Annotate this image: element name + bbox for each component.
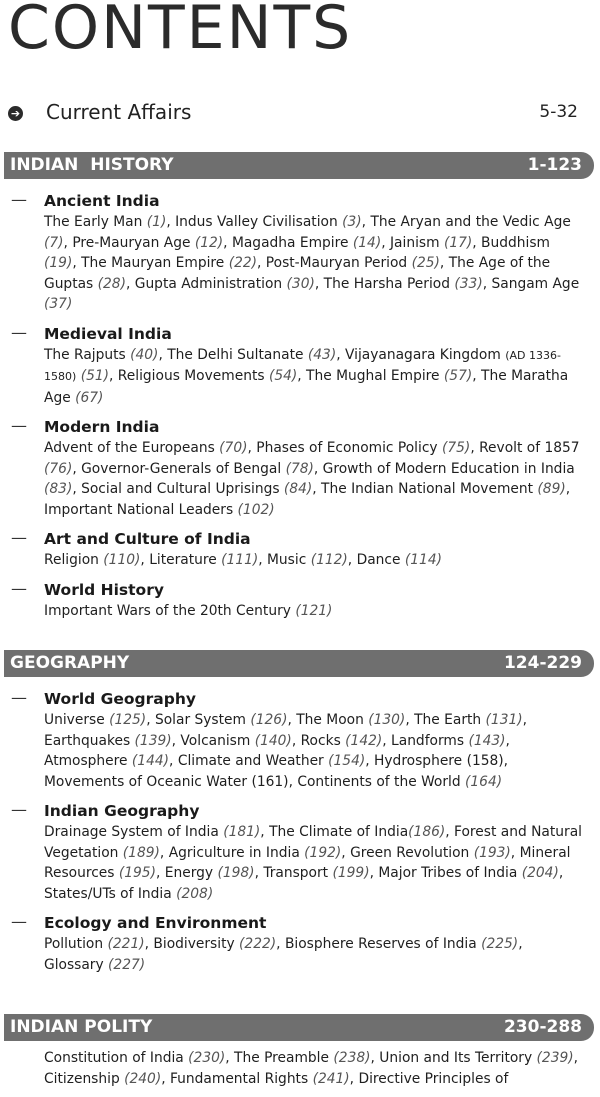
section-title: INDIAN POLITY [10, 1017, 153, 1037]
topic [0, 1048, 600, 1089]
entry-title: Volcanism [180, 732, 251, 749]
toc-entry[interactable] [167, 347, 336, 363]
current-affairs-label: Current Affairs [46, 100, 192, 124]
entry-title: Hydrosphere [374, 753, 463, 769]
toc-entry[interactable] [232, 235, 381, 251]
entry-page: (75) [441, 440, 471, 456]
topic [0, 912, 600, 975]
topic [0, 800, 600, 904]
section-bar-indian-polity[interactable] [4, 1014, 594, 1041]
entry-page: (186) [408, 824, 446, 840]
entry-title: Solar System [154, 712, 246, 728]
toc-entry[interactable] [44, 753, 169, 769]
entry-title: States/UTs of India [44, 885, 172, 902]
entry-page: (126) [250, 712, 288, 728]
entry-page: (154) [328, 753, 366, 769]
entry-page: (239) [536, 1050, 574, 1066]
entry-page: (1) [146, 214, 167, 230]
entry-title: Union and Its Territory [379, 1050, 533, 1066]
entry-title: Movements of Oceanic Water [44, 773, 248, 790]
section-bar-geography[interactable] [4, 650, 594, 677]
entry-page: (37) [44, 296, 73, 312]
entry-page: (12) [194, 234, 224, 251]
entry-page: (144) [131, 753, 170, 769]
dash-bullet-icon: — [11, 416, 27, 435]
toc-entry[interactable] [414, 712, 523, 728]
entry-page: (121) [295, 602, 333, 619]
entry-title: The Rajputs [44, 346, 126, 363]
topic [0, 323, 600, 409]
toc-entry[interactable] [44, 552, 140, 568]
dash-bullet-icon: — [11, 190, 27, 209]
entry-page: (3) [342, 214, 362, 230]
toc-entry[interactable] [44, 712, 146, 728]
entry-title: The Moon [296, 712, 364, 728]
entry-title: Indus Valley Civilisation [175, 214, 338, 230]
toc-entry[interactable] [301, 733, 383, 749]
topic [0, 579, 600, 622]
entry-page: (19) [44, 255, 73, 271]
entry-title: The Mughal Empire [306, 368, 440, 384]
toc-entry[interactable] [266, 255, 440, 271]
toc-entry[interactable] [44, 1050, 225, 1066]
topic [0, 688, 600, 792]
entry-title: Post-Mauryan Period [265, 255, 408, 271]
entry-page: (208) [176, 885, 214, 902]
toc-entry[interactable] [350, 845, 511, 861]
entry-page: (28) [97, 275, 126, 292]
entry-title: Fundamental Rights [170, 1070, 309, 1087]
toc-entry[interactable] [234, 1050, 370, 1066]
entry-title: Dance [356, 552, 401, 568]
topic [0, 190, 600, 315]
entry-page: (112) [310, 552, 348, 568]
dash-bullet-icon: — [11, 578, 27, 598]
toc-entry[interactable] [175, 214, 362, 230]
entry-title: Universe [44, 712, 105, 728]
entry-note: (AD 1336-1580) [44, 348, 561, 383]
entry-page: (102) [237, 501, 275, 518]
arrow-circle-icon: ➔ [8, 106, 23, 121]
toc-entry[interactable] [149, 552, 258, 568]
entry-page: (241) [312, 1070, 350, 1087]
entry-page: (14) [352, 234, 382, 251]
toc-entry[interactable] [180, 733, 291, 749]
entry-title: Transport [263, 865, 329, 881]
entry-title: The Harsha Period [323, 275, 450, 292]
entry-page: (140) [254, 732, 292, 749]
section-range: 1-123 [527, 155, 582, 175]
entry-page: (25) [411, 255, 440, 271]
toc-entry[interactable] [390, 235, 472, 251]
topic-entries: Universe (125), Solar System (126), The Moon (130), The Earth (131), Earthquakes (139), Volcanism (140), Rocks (142), Landforms (143), Atmosphere (144), Climate and Weather (154), Hydrosphere (158), Movements of Oceanic Water (161), Continents of the World (164) [44, 712, 528, 790]
dash-bullet-icon: — [11, 800, 27, 819]
toc-entry[interactable] [44, 774, 289, 790]
entry-page: (125) [109, 712, 147, 728]
topic-entries: Advent of the Europeans (70), Phases of Economic Policy (75), Revolt of 1857 (76), Governor-Generals of Bengal (78), Growth of Modern Education in India (83), Social and Cultural Uprisings (84), The Indian National Movement (89), Important National Leaders (102) [44, 440, 580, 518]
entry-page: (83) [44, 481, 73, 497]
entry-title: Mineral Resources [44, 844, 571, 881]
entry-title: The Preamble [234, 1050, 330, 1066]
topic-heading[interactable]: Indian Geography [44, 802, 200, 820]
entry-title: Phases of Economic Policy [256, 440, 438, 456]
entry-page: (84) [283, 481, 313, 497]
toc-entry[interactable] [378, 865, 558, 881]
entry-title: Glossary [44, 956, 104, 973]
topic-entries [44, 601, 584, 622]
entry-title: Agriculture in India [168, 844, 300, 861]
entry-title: Advent of the Europeans [44, 440, 215, 456]
entry-title: Religious Movements [117, 368, 265, 384]
entry-page: (181) [223, 824, 261, 840]
entry-page: (158) [466, 753, 504, 769]
entry-title: The Earth [414, 712, 482, 728]
section-range: 124-229 [503, 653, 582, 673]
entry-page: (111) [221, 552, 259, 568]
entry-page: (193) [473, 844, 511, 861]
toc-entry[interactable] [263, 865, 369, 881]
entry-title: The Mauryan Empire [81, 255, 225, 271]
toc-entry[interactable] [44, 214, 166, 230]
entry-page: (204) [521, 865, 559, 881]
toc-entry[interactable] [44, 886, 213, 902]
dash-bullet-icon: — [11, 688, 27, 707]
entry-title: Rocks [300, 732, 341, 749]
entry-page: (142) [345, 732, 383, 749]
entry-page: (57) [443, 368, 473, 384]
entry-page: (67) [75, 389, 104, 406]
entry-title: The Early Man [44, 214, 143, 230]
toc-entry[interactable] [170, 1071, 350, 1087]
topic-heading[interactable]: Art and Culture of India [44, 530, 251, 548]
entry-page: (221) [107, 936, 145, 952]
toc-entry[interactable] [358, 1071, 508, 1087]
toc-entry[interactable] [391, 733, 506, 749]
entry-page: (230) [188, 1050, 226, 1066]
topic-heading[interactable]: Ecology and Environment [44, 914, 267, 932]
entry-title: Sangam Age [491, 275, 580, 292]
dash-bullet-icon: — [11, 528, 27, 547]
topic-entries: Drainage System of India (181), The Climate of India(186), Forest and Natural Vegetation (189), Agriculture in India (192), Green Revolution (193), Mineral Resources (195), Energy (198), Transport (199), Major Tribes of India (204), States/UTs of India (208) [44, 824, 583, 902]
entry-page: (78) [285, 460, 314, 477]
toc-entry[interactable] [44, 957, 145, 973]
entry-page: (192) [304, 844, 342, 861]
entry-page: (54) [268, 368, 298, 384]
toc-entry[interactable] [165, 865, 255, 881]
toc-entry[interactable] [44, 936, 145, 952]
entry-title: Buddhism [481, 234, 550, 251]
entry-title: The Aryan and the Vedic Age [370, 214, 571, 230]
toc-entry[interactable] [321, 481, 566, 497]
entry-title: Pre-Mauryan Age [72, 234, 191, 251]
entry-title: Biodiversity [153, 936, 235, 952]
toc-entry[interactable] [81, 461, 314, 477]
toc-entry[interactable] [169, 845, 342, 861]
topic-heading[interactable]: World History [44, 580, 164, 599]
toc-entry[interactable] [374, 753, 504, 769]
entry-title: Music [267, 552, 307, 568]
section-title: GEOGRAPHY [10, 653, 130, 673]
entry-page: (110) [103, 552, 141, 568]
entry-page: (195) [118, 865, 156, 881]
entry-title: Energy [164, 865, 214, 881]
entry-page: (22) [228, 255, 258, 271]
topic-entries: Constitution of India (230), The Preamble (238), Union and Its Territory (239), Citizenship (240), Fundamental Rights (241), Directive Principles of [44, 1050, 579, 1087]
topic-entries: Religion (110), Literature (111), Music (112), Dance (114) [44, 552, 442, 568]
current-affairs-pages: 5-32 [539, 102, 578, 122]
toc-entry[interactable] [81, 255, 257, 271]
toc-entry[interactable] [44, 733, 172, 749]
entry-title: Biosphere Reserves of India [284, 936, 477, 952]
entry-page: (33) [454, 275, 483, 292]
toc-entry[interactable] [267, 552, 348, 568]
toc-entry[interactable] [155, 712, 288, 728]
entry-title: The Indian National Movement [321, 481, 534, 497]
entry-page: (130) [368, 712, 406, 728]
entry-page: (30) [286, 275, 315, 292]
toc-entry[interactable] [296, 712, 405, 728]
entry-title: Directive Principles of [358, 1070, 509, 1087]
toc-entry[interactable] [256, 440, 470, 456]
entry-title: Atmosphere [44, 753, 128, 769]
entry-page: (164) [465, 773, 503, 790]
toc-entry[interactable] [285, 936, 518, 952]
toc-entry[interactable] [178, 753, 365, 769]
entry-title: Important National Leaders [44, 501, 234, 518]
entry-title: Magadha Empire [231, 234, 349, 251]
entry-page: (198) [217, 865, 255, 881]
toc-entry[interactable] [44, 603, 332, 619]
entry-page: (70) [219, 440, 248, 456]
toc-entry[interactable] [269, 824, 445, 840]
entry-page: (76) [44, 460, 73, 477]
section-range: 230-288 [503, 1017, 582, 1037]
entry-title: Important Wars of the 20th Century [44, 602, 291, 619]
entry-page: (7) [44, 234, 64, 251]
topic-heading[interactable]: World Geography [44, 690, 196, 708]
entry-title: Landforms [391, 732, 465, 749]
entry-page: (89) [537, 481, 566, 497]
current-affairs-row[interactable] [8, 98, 578, 128]
toc-entry[interactable] [357, 552, 442, 568]
entry-title: Continents of the World [297, 773, 461, 790]
entry-page: (40) [130, 346, 159, 363]
topic-entries: Pollution (221), Biodiversity (222), Biosphere Reserves of India (225), Glossary (227) [44, 936, 523, 973]
toc-entry[interactable] [44, 440, 247, 456]
topic [0, 416, 600, 520]
entry-title: Major Tribes of India [378, 865, 518, 881]
toc-entry[interactable] [44, 502, 275, 518]
toc-entry[interactable] [306, 368, 472, 384]
section-indian-history [0, 190, 600, 629]
entry-page: (143) [468, 732, 506, 749]
page-title: CONTENTS [8, 0, 353, 63]
entry-title: Literature [149, 552, 217, 568]
entry-title: The Age of the Guptas [44, 255, 551, 292]
entry-title: Green Revolution [350, 844, 470, 861]
toc-entry[interactable] [44, 824, 260, 840]
entry-title: Citizenship [44, 1070, 120, 1087]
toc-entry[interactable] [135, 276, 315, 292]
entry-title: Pollution [44, 936, 104, 952]
entry-page: (131) [485, 712, 523, 728]
toc-entry[interactable] [44, 1071, 161, 1087]
entry-title: The Maratha Age [44, 368, 569, 406]
topic-entries: The Rajputs (40), The Delhi Sultanate (43), Vijayanagara Kingdom (AD 1336-1580) (51), Religious Movements (54), The Mughal Empire (57), The Maratha Age (67) [44, 346, 569, 406]
toc-entry[interactable] [118, 368, 297, 384]
entry-title: Revolt of 1857 [479, 440, 580, 456]
entry-page: (225) [481, 936, 519, 952]
entry-title: Climate and Weather [177, 753, 324, 769]
entry-page: (240) [124, 1070, 162, 1087]
section-title: INDIAN HISTORY [10, 155, 174, 175]
dash-bullet-icon: — [11, 322, 27, 342]
entry-title: Jainism [389, 234, 440, 251]
topic-heading[interactable]: Ancient India [44, 192, 160, 210]
toc-entry[interactable] [324, 276, 483, 292]
entry-title: The Climate of India [269, 824, 409, 840]
entry-page: (227) [108, 956, 146, 973]
entry-page: (17) [443, 234, 473, 251]
entry-title: Growth of Modern Education in India [322, 460, 575, 477]
entry-page: (199) [332, 865, 370, 881]
entry-title: Drainage System of India [44, 824, 219, 840]
toc-entry[interactable] [153, 936, 276, 952]
entry-page: (139) [134, 732, 172, 749]
entry-title: Vijayanagara Kingdom [344, 346, 501, 363]
topic-heading[interactable]: Modern India [44, 418, 160, 436]
toc-entry[interactable] [297, 774, 502, 790]
entry-page: (51) [80, 368, 110, 384]
topic [0, 528, 600, 571]
toc-entry[interactable] [81, 481, 312, 497]
topic-heading[interactable]: Medieval India [44, 324, 172, 343]
toc-entry[interactable] [379, 1050, 573, 1066]
entry-title: Gupta Administration [134, 275, 283, 292]
entry-title: The Delhi Sultanate [167, 346, 304, 363]
entry-page: (222) [239, 936, 277, 952]
entry-title: Forest and Natural Vegetation [44, 824, 583, 861]
dash-bullet-icon: — [11, 912, 27, 931]
entry-title: Governor-Generals of Bengal [81, 460, 282, 477]
entry-page: (161) [251, 773, 289, 790]
entry-title: Constitution of India [44, 1050, 184, 1066]
entry-page: (114) [404, 552, 442, 568]
entry-title: Religion [44, 552, 99, 568]
entry-page: (189) [122, 844, 160, 861]
section-bar-indian-history[interactable] [4, 152, 594, 179]
entry-title: Earthquakes [44, 732, 131, 749]
entry-title: Social and Cultural Uprisings [81, 481, 280, 497]
toc-entry[interactable] [44, 347, 158, 363]
section-geography [0, 688, 600, 983]
entry-page: (43) [307, 346, 337, 363]
toc-entry[interactable] [72, 235, 223, 251]
entry-page: (238) [333, 1050, 371, 1066]
topic-entries: The Early Man (1), Indus Valley Civilisation (3), The Aryan and the Vedic Age (7), Pre-Mauryan Age (12), Magadha Empire (14), Jainism (17), Buddhism (19), The Mauryan Empire (22), Post-Mauryan Period (25), The Age of the Guptas (28), Gupta Administration (30), The Harsha Period (33), Sangam Age (37) [44, 214, 580, 312]
